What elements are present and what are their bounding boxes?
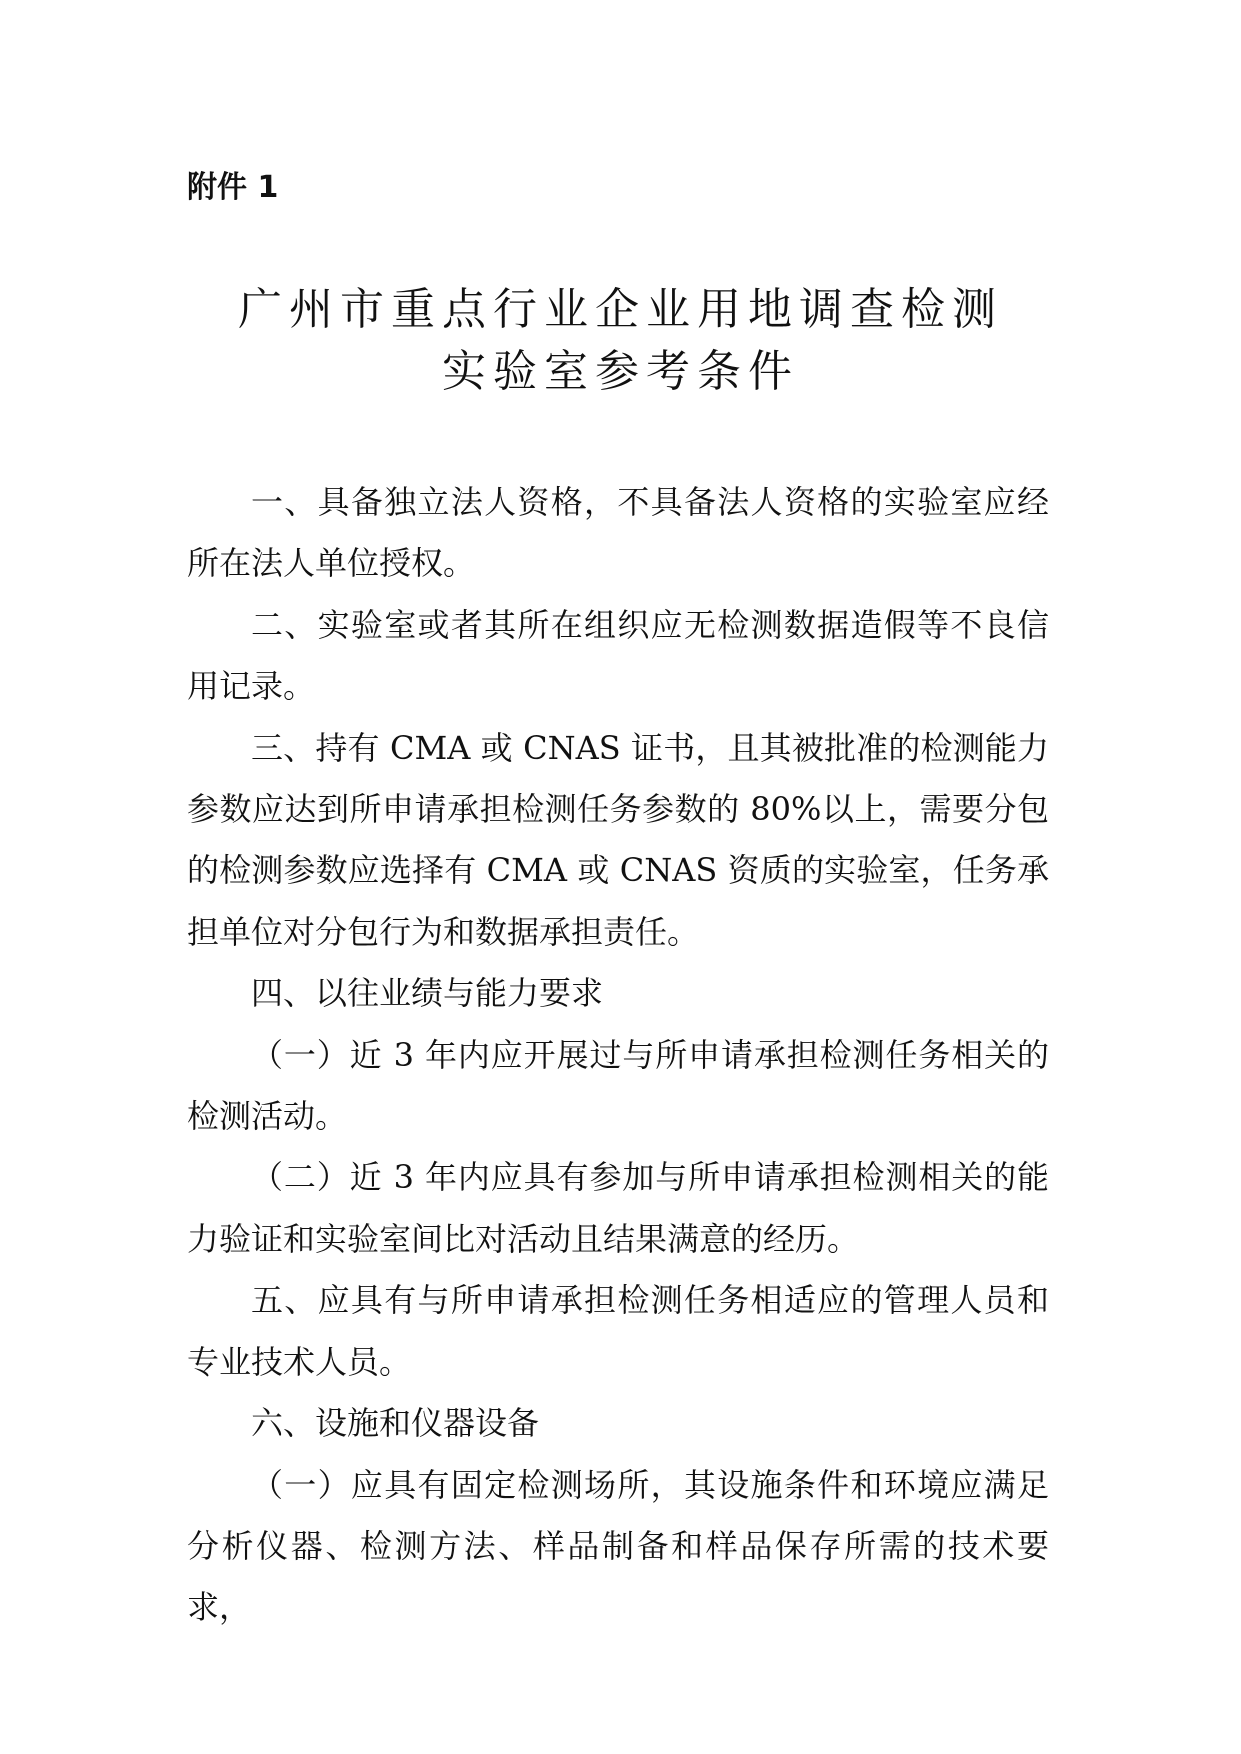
paragraph-performance-item-1: （一）近 3 年内应开展过与所申请承担检测任务相关的检测活动。	[187, 1035, 1049, 1136]
paragraph-certification: 三、持有 CMA 或 CNAS 证书，且其被批准的检测能力参数应达到所申请承担检测任务参数的 80%以上，需要分包的检测参数应选择有 CMA 或 CNAS 资质的实验室，任务承担单位对分包行为和数据承担责任。	[187, 728, 1049, 951]
document-body	[187, 472, 1049, 1639]
document-title-line-1: 广州市重点行业企业用地调查检测	[238, 284, 1003, 335]
paragraph-performance-heading: 四、以往业绩与能力要求	[251, 974, 604, 1013]
paragraph-credit-record: 二、实验室或者其所在组织应无检测数据造假等不良信用记录。	[187, 605, 1049, 706]
paragraph-facilities-heading: 六、设施和仪器设备	[251, 1404, 540, 1443]
paragraph-personnel: 五、应具有与所申请承担检测任务相适应的管理人员和专业技术人员。	[187, 1281, 1049, 1381]
paragraph-facilities-item-1: （一）应具有固定检测场所，其设施条件和环境应满足分析仪器、检测方法、样品制备和样品保存所需的技术要求，	[187, 1465, 1049, 1627]
attachment-label: 附件 1	[187, 170, 279, 205]
paragraph-legal-entity: 一、具备独立法人资格，不具备法人资格的实验室应经所在法人单位授权。	[187, 483, 1049, 583]
paragraph-performance-item-2: （二）近 3 年内应具有参加与所申请承担检测相关的能力验证和实验室间比对活动且结果满意的经历。	[187, 1158, 1049, 1258]
document-title-line-2: 实验室参考条件	[442, 346, 799, 397]
